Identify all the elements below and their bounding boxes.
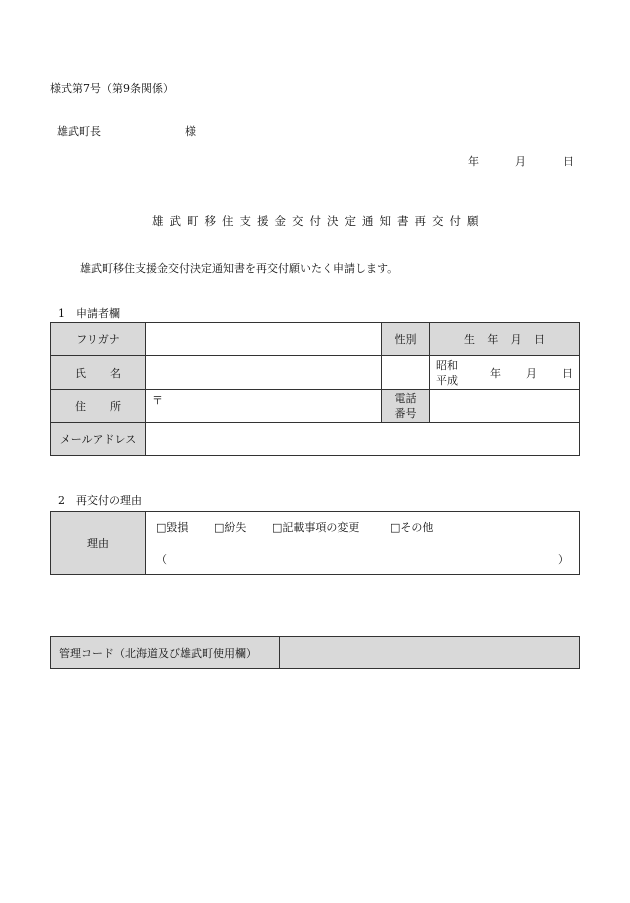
intro-text: 雄武町移住支援金交付決定通知書を再交付願いたく申請します。 <box>80 262 399 275</box>
date-month: 月 <box>515 155 526 168</box>
phone-field[interactable] <box>430 390 580 423</box>
option-other[interactable]: □その他 <box>390 521 434 534</box>
postal-mark: 〒 <box>152 394 163 407</box>
name-field[interactable] <box>146 356 382 390</box>
name-label: 氏 名 <box>51 356 146 390</box>
email-field[interactable] <box>146 423 580 456</box>
section1-heading: 1 申請者欄 <box>58 307 120 320</box>
other-reason-field[interactable]: （ ） <box>156 553 569 566</box>
reason-table <box>50 511 580 575</box>
applicant-table <box>50 322 580 456</box>
address-field[interactable] <box>146 390 382 423</box>
form-number: 様式第7号（第9条関係） <box>50 82 174 95</box>
gender-label: 性別 <box>382 323 430 356</box>
birth-date-header: 生 年 月 日 <box>430 323 580 356</box>
phone-label: 電話 番号 <box>382 390 430 423</box>
era-heisei: 平成 <box>436 373 458 387</box>
admin-table <box>50 636 580 669</box>
admin-code-label: 管理コード（北海道及び雄武町使用欄） <box>51 637 280 669</box>
era-showa: 昭和 <box>436 358 458 372</box>
admin-code-field[interactable] <box>280 637 580 669</box>
gender-field[interactable] <box>382 356 430 390</box>
furigana-field[interactable] <box>146 323 382 356</box>
furigana-label: フリガナ <box>51 323 146 356</box>
birth-date-field[interactable]: 昭和 平成 年 月 日 <box>430 356 580 390</box>
option-lost[interactable]: □紛失 <box>214 521 247 534</box>
date-day: 日 <box>563 155 574 168</box>
addressee-name: 雄武町長 <box>57 125 101 138</box>
date-year: 年 <box>468 155 479 168</box>
option-change[interactable]: □記載事項の変更 <box>272 521 360 534</box>
document-title: 雄武町移住支援金交付決定通知書再交付願 <box>152 214 485 228</box>
addressee-honorific: 様 <box>185 125 196 138</box>
reason-label: 理由 <box>51 512 146 575</box>
address-label: 住 所 <box>51 390 146 423</box>
email-label: メールアドレス <box>51 423 146 456</box>
reason-field <box>146 512 580 575</box>
section2-heading: 2 再交付の理由 <box>58 494 142 507</box>
option-damaged[interactable]: □毀損 <box>156 521 189 534</box>
